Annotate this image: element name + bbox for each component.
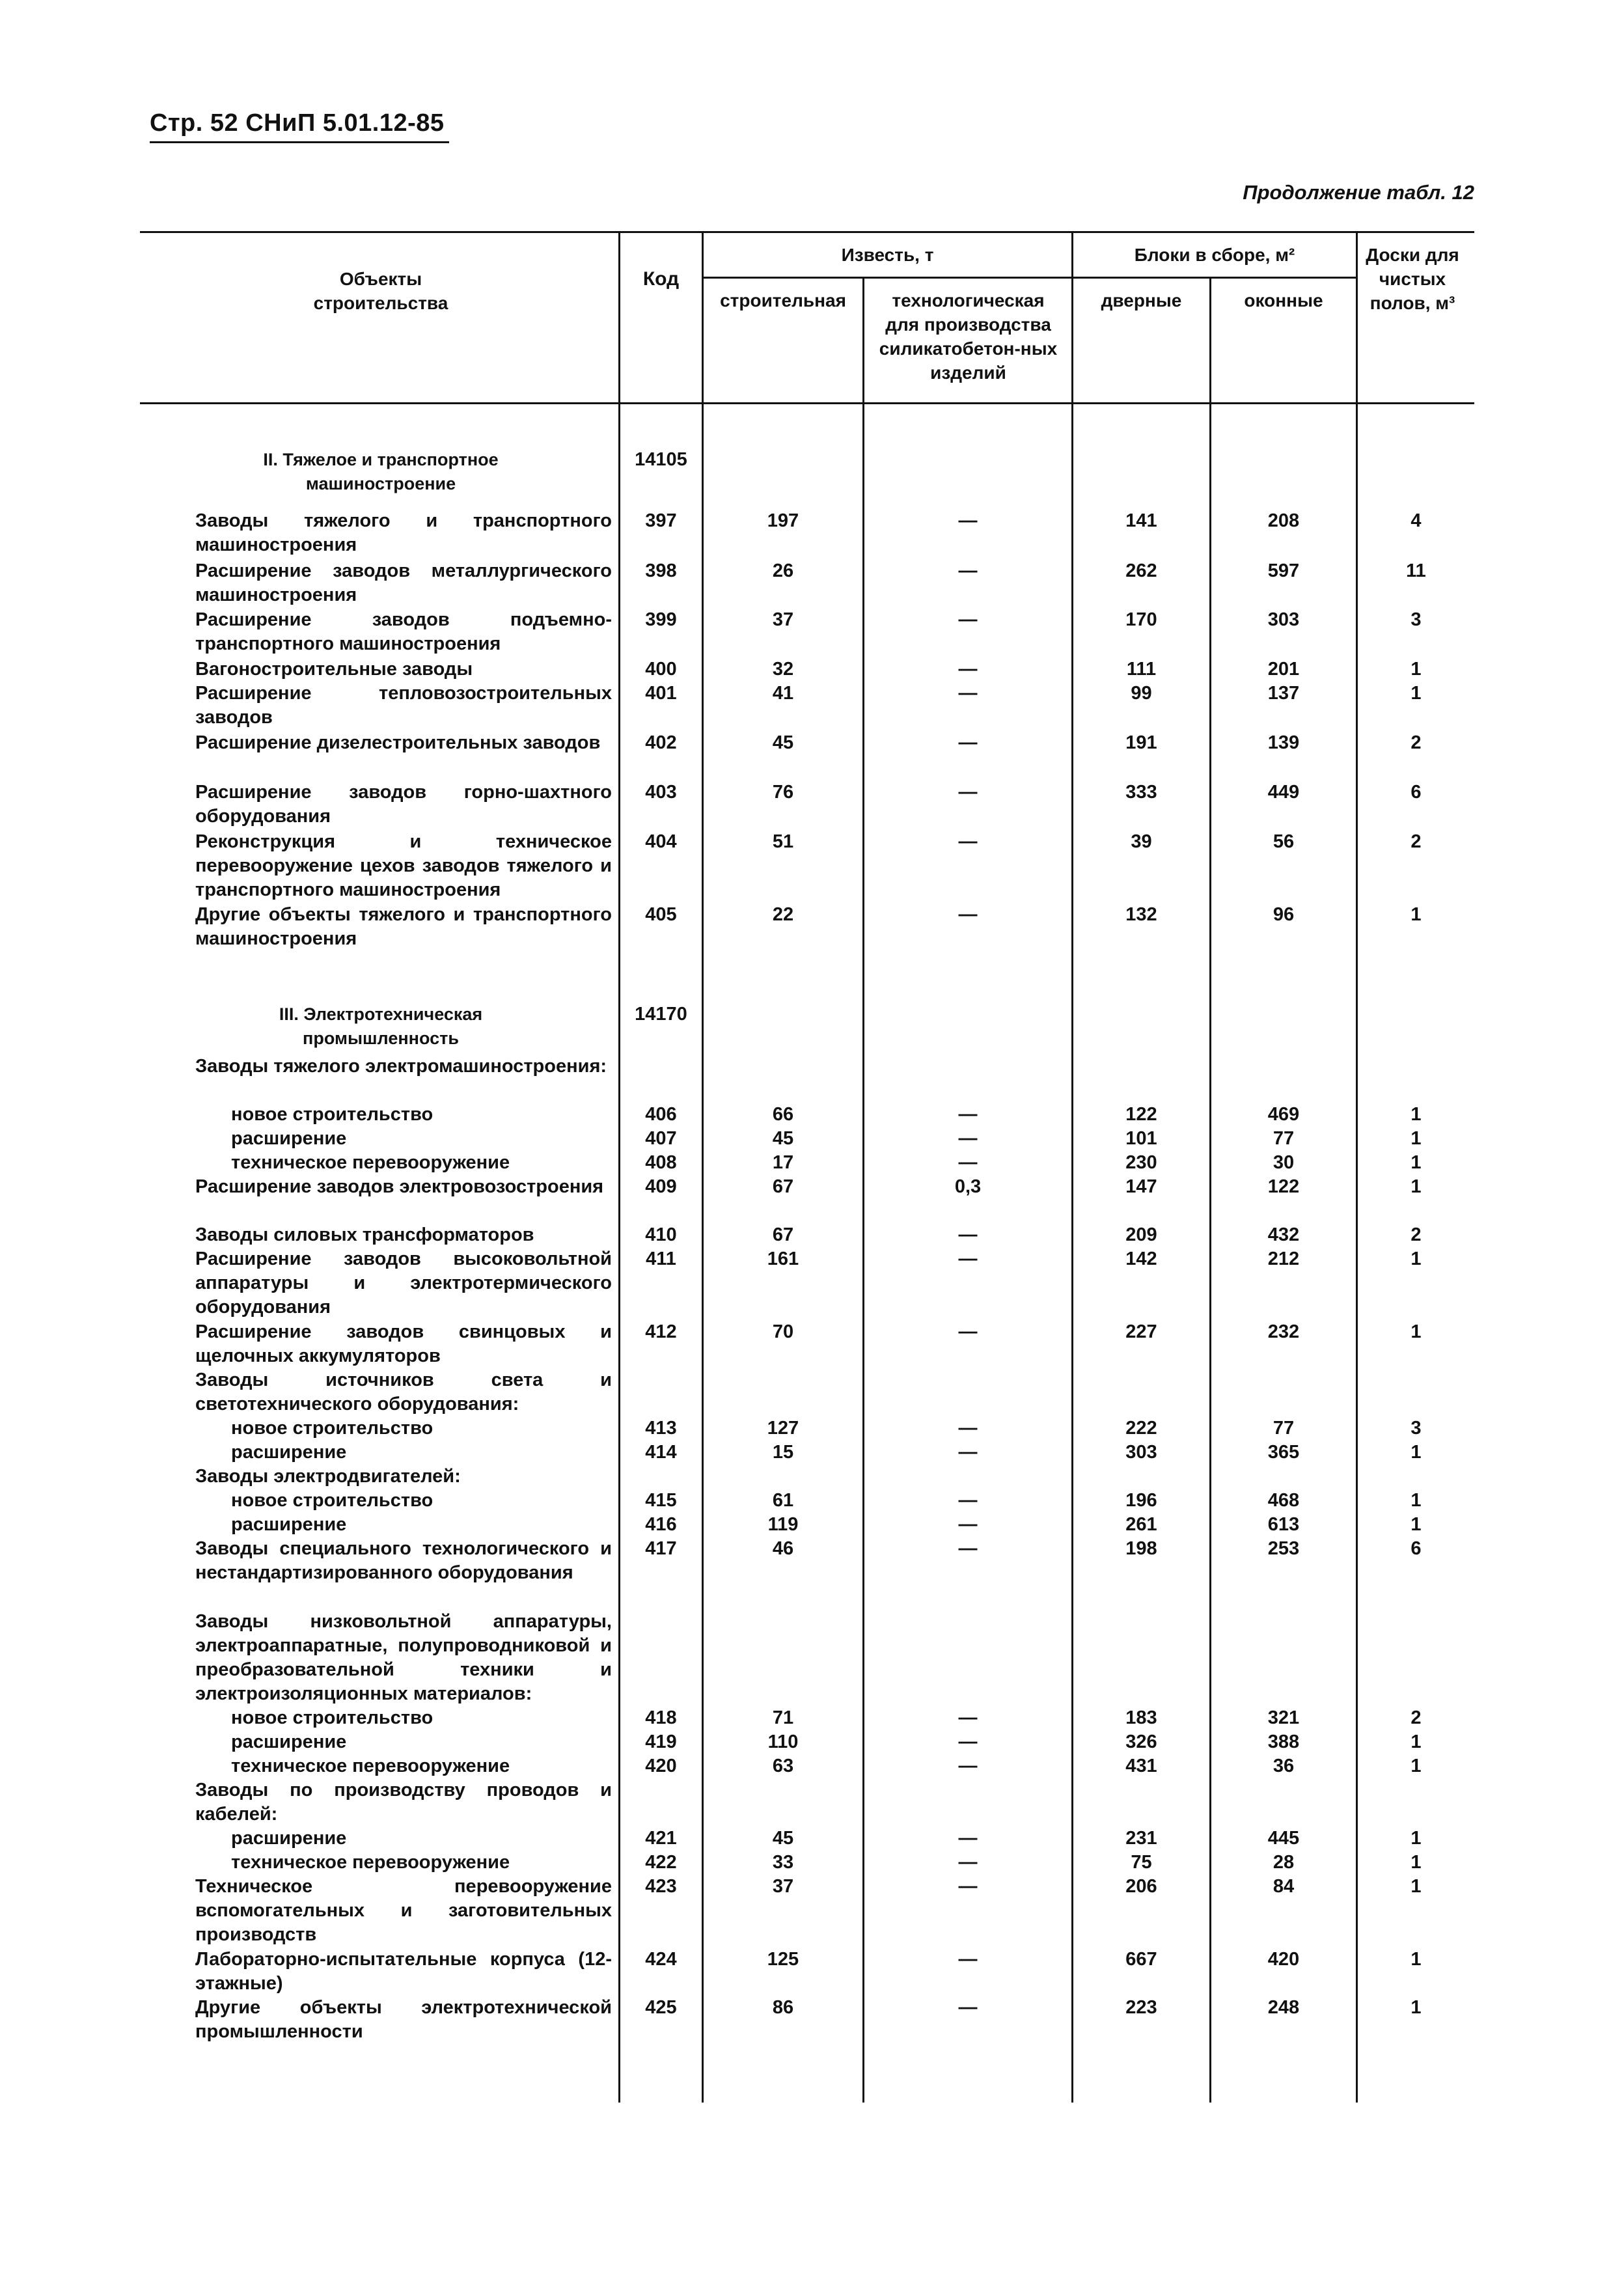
row-object-name: Заводы источников света и светотехнического оборудования: <box>195 1370 612 1414</box>
row-object-name: Заводы силовых трансформаторов <box>195 1224 534 1245</box>
row-object-name: Заводы электродвигателей: <box>195 1466 461 1487</box>
row-object-name: расширение <box>231 1828 347 1849</box>
cell-code: 417 <box>645 1538 677 1559</box>
cell-lime-c: 63 <box>772 1756 794 1776</box>
cell-boards: 1 <box>1411 1756 1422 1776</box>
row-object-name: расширение <box>231 1128 347 1149</box>
cell-lime-t: — <box>958 1997 978 2018</box>
row-object-name: Заводы тяжелого электромашиностроения: <box>195 1056 607 1077</box>
cell-lime-t: 0,3 <box>954 1176 982 1197</box>
cell-window: 468 <box>1267 1490 1300 1511</box>
cell-boards: 1 <box>1411 1949 1422 1970</box>
cell-door: 326 <box>1125 1731 1157 1752</box>
cell-door: 39 <box>1131 831 1152 852</box>
cell-window: 365 <box>1267 1442 1300 1463</box>
cell-lime-t: — <box>958 732 978 753</box>
materials-table <box>140 231 1474 2103</box>
cell-door: 183 <box>1125 1707 1157 1728</box>
header-blocks-door: дверные <box>1101 290 1182 310</box>
row-object-name: Расширение заводов горно-шахтного оборудования <box>195 782 612 827</box>
header-blocks-group: Блоки в сборе, м² <box>1134 245 1295 265</box>
cell-lime-c: 17 <box>772 1152 794 1173</box>
cell-lime-t: — <box>958 510 978 531</box>
cell-lime-t: — <box>958 1224 978 1245</box>
cell-window: 212 <box>1267 1248 1300 1269</box>
section-heading: III. Электротехническая промышленность <box>279 1004 483 1048</box>
cell-boards: 6 <box>1411 1538 1422 1559</box>
cell-window: 303 <box>1267 609 1300 630</box>
cell-lime-t: — <box>958 560 978 581</box>
cell-code: 411 <box>646 1248 676 1269</box>
header-objects: Объекты строительства <box>313 269 448 313</box>
cell-code: 405 <box>645 904 677 925</box>
cell-code: 400 <box>645 659 677 680</box>
cell-door: 147 <box>1125 1176 1157 1197</box>
row-object-name: Расширение заводов подъемно-транспортного машиностроения <box>195 609 612 654</box>
cell-lime-c: 15 <box>772 1442 794 1463</box>
row-object-name: расширение <box>231 1731 347 1752</box>
cell-window: 208 <box>1267 510 1300 531</box>
cell-boards: 1 <box>1411 1321 1422 1342</box>
cell-lime-c: 67 <box>772 1176 794 1197</box>
row-object-name: новое строительство <box>231 1707 434 1728</box>
cell-boards: 1 <box>1411 1514 1422 1535</box>
section-heading: II. Тяжелое и транспортное машиностроение <box>263 450 499 493</box>
cell-code: 403 <box>645 782 677 803</box>
cell-door: 431 <box>1125 1756 1157 1776</box>
cell-lime-c: 37 <box>772 1876 794 1897</box>
cell-lime-c: 45 <box>772 732 794 753</box>
cell-lime-c: 127 <box>767 1418 799 1439</box>
cell-code: 402 <box>645 732 677 753</box>
cell-code: 408 <box>645 1152 677 1173</box>
cell-boards: 1 <box>1411 1104 1422 1125</box>
cell-lime-t: — <box>958 1442 978 1463</box>
cell-lime-c: 32 <box>772 659 794 680</box>
cell-door: 303 <box>1125 1442 1157 1463</box>
cell-boards: 1 <box>1411 1176 1422 1197</box>
cell-door: 170 <box>1125 609 1157 630</box>
cell-door: 227 <box>1125 1321 1157 1342</box>
cell-code: 414 <box>645 1442 677 1463</box>
page-header: Стр. 52 СНиП 5.01.12-85 <box>150 109 449 143</box>
cell-lime-c: 51 <box>772 831 794 852</box>
cell-door: 101 <box>1125 1128 1157 1149</box>
cell-door: 231 <box>1125 1828 1157 1849</box>
row-object-name: Другие объекты электротехнической промышленности <box>195 1997 612 2042</box>
cell-boards: 2 <box>1411 732 1422 753</box>
cell-code: 409 <box>645 1176 677 1197</box>
row-object-name: техническое перевооружение <box>231 1756 510 1776</box>
cell-window: 77 <box>1273 1418 1295 1439</box>
cell-lime-c: 61 <box>772 1490 794 1511</box>
row-object-name: техническое перевооружение <box>231 1852 510 1873</box>
cell-window: 420 <box>1267 1949 1300 1970</box>
cell-boards: 1 <box>1411 1248 1422 1269</box>
cell-window: 139 <box>1267 732 1300 753</box>
cell-lime-t: — <box>958 1104 978 1125</box>
cell-lime-t: — <box>958 1514 978 1535</box>
cell-lime-t: — <box>958 782 978 803</box>
cell-door: 191 <box>1125 732 1157 753</box>
cell-door: 198 <box>1125 1538 1157 1559</box>
cell-lime-t: — <box>958 1248 978 1269</box>
row-object-name: Расширение заводов электровозостроения <box>195 1176 604 1197</box>
cell-window: 122 <box>1267 1176 1300 1197</box>
cell-window: 321 <box>1267 1707 1300 1728</box>
cell-code: 399 <box>645 609 677 630</box>
row-object-name: новое строительство <box>231 1418 434 1439</box>
cell-window: 432 <box>1267 1224 1300 1245</box>
cell-window: 232 <box>1267 1321 1300 1342</box>
cell-boards: 2 <box>1411 1707 1422 1728</box>
cell-code: 420 <box>645 1756 677 1776</box>
header-boards: Доски для чистых полов, м³ <box>1366 245 1459 313</box>
row-object-name: Расширение тепловозостроительных заводов <box>195 683 612 728</box>
cell-lime-t: — <box>958 659 978 680</box>
row-object-name: расширение <box>231 1514 347 1535</box>
cell-window: 96 <box>1273 904 1295 925</box>
cell-window: 248 <box>1267 1997 1300 2018</box>
cell-window: 28 <box>1273 1852 1295 1873</box>
row-object-name: новое строительство <box>231 1490 434 1511</box>
cell-window: 56 <box>1273 831 1295 852</box>
cell-lime-c: 66 <box>772 1104 794 1125</box>
cell-door: 142 <box>1125 1248 1157 1269</box>
cell-door: 262 <box>1125 560 1157 581</box>
cell-window: 137 <box>1267 683 1300 704</box>
cell-lime-t: — <box>958 1852 978 1873</box>
cell-door: 122 <box>1125 1104 1157 1125</box>
cell-window: 36 <box>1273 1756 1295 1776</box>
cell-lime-t: — <box>958 1490 978 1511</box>
cell-door: 222 <box>1125 1418 1157 1439</box>
cell-window: 613 <box>1267 1514 1300 1535</box>
row-object-name: Вагоностроительные заводы <box>195 659 473 680</box>
cell-lime-c: 86 <box>772 1997 794 2018</box>
row-object-name: расширение <box>231 1442 347 1463</box>
cell-code: 412 <box>645 1321 677 1342</box>
cell-code: 416 <box>645 1514 677 1535</box>
cell-lime-c: 45 <box>772 1128 794 1149</box>
cell-lime-t: — <box>958 1756 978 1776</box>
cell-code: 404 <box>645 831 677 852</box>
cell-window: 201 <box>1267 659 1300 680</box>
header-bottom-rule <box>140 402 1474 404</box>
cell-code: 401 <box>645 683 677 704</box>
cell-code: 424 <box>645 1949 677 1970</box>
row-object-name: Расширение заводов свинцовых и щелочных аккумуляторов <box>195 1321 612 1366</box>
row-object-name: новое строительство <box>231 1104 434 1125</box>
cell-lime-c: 45 <box>772 1828 794 1849</box>
cell-lime-t: — <box>958 1731 978 1752</box>
cell-code: 413 <box>645 1418 677 1439</box>
cell-code: 421 <box>645 1828 677 1849</box>
cell-code: 397 <box>645 510 677 531</box>
cell-boards: 1 <box>1411 1997 1422 2018</box>
lime-group-rule <box>702 277 1071 279</box>
cell-lime-c: 33 <box>772 1852 794 1873</box>
cell-door: 75 <box>1131 1852 1152 1873</box>
header-blocks-window: оконные <box>1244 290 1323 310</box>
cell-lime-t: — <box>958 1828 978 1849</box>
cell-code: 423 <box>645 1876 677 1897</box>
cell-lime-c: 41 <box>772 683 794 704</box>
row-object-name: Реконструкция и техническое перевооружение цехов заводов тяжелого и транспортного машиностроения <box>195 831 612 900</box>
cell-door: 223 <box>1125 1997 1157 2018</box>
row-object-name: техническое перевооружение <box>231 1152 510 1173</box>
cell-window: 77 <box>1273 1128 1295 1149</box>
row-object-name: Расширение заводов металлургического машиностроения <box>195 560 612 605</box>
cell-code: 14105 <box>635 449 687 470</box>
cell-door: 333 <box>1125 782 1157 803</box>
cell-code: 422 <box>645 1852 677 1873</box>
cell-lime-c: 119 <box>767 1514 799 1535</box>
cell-window: 597 <box>1267 560 1300 581</box>
cell-door: 206 <box>1125 1876 1157 1897</box>
cell-window: 449 <box>1267 782 1300 803</box>
cell-code: 406 <box>645 1104 677 1125</box>
cell-lime-t: — <box>958 1152 978 1173</box>
cell-lime-t: — <box>958 1949 978 1970</box>
cell-boards: 3 <box>1411 1418 1422 1439</box>
cell-lime-t: — <box>958 1538 978 1559</box>
cell-door: 196 <box>1125 1490 1157 1511</box>
cell-lime-t: — <box>958 1128 978 1149</box>
cell-door: 261 <box>1125 1514 1157 1535</box>
cell-boards: 2 <box>1411 1224 1422 1245</box>
cell-boards: 1 <box>1411 1442 1422 1463</box>
cell-code: 398 <box>645 560 677 581</box>
cell-lime-t: — <box>958 1418 978 1439</box>
cell-code: 418 <box>645 1707 677 1728</box>
row-object-name: Техническое перевооружение вспомогательных и заготовительных производств <box>195 1876 612 1945</box>
cell-door: 111 <box>1126 659 1157 680</box>
cell-lime-t: — <box>958 1321 978 1342</box>
row-object-name: Расширение заводов высоковольтной аппаратуры и электротермического оборудования <box>195 1248 612 1317</box>
cell-lime-t: — <box>958 1707 978 1728</box>
table-continuation-label: Продолжение табл. 12 <box>1243 181 1474 204</box>
cell-door: 230 <box>1125 1152 1157 1173</box>
cell-lime-c: 26 <box>772 560 794 581</box>
cell-boards: 1 <box>1411 1152 1422 1173</box>
cell-lime-t: — <box>958 904 978 925</box>
cell-boards: 1 <box>1411 1128 1422 1149</box>
header-code: Код <box>642 268 680 290</box>
cell-lime-c: 76 <box>772 782 794 803</box>
cell-window: 469 <box>1267 1104 1300 1125</box>
cell-window: 445 <box>1267 1828 1300 1849</box>
header-lime-technological: технологическая для производства силикатобетон-ных изделий <box>879 290 1058 383</box>
row-object-name: Расширение дизелестроительных заводов <box>195 732 601 753</box>
cell-door: 667 <box>1125 1949 1157 1970</box>
cell-boards: 1 <box>1411 1490 1422 1511</box>
cell-lime-c: 110 <box>767 1731 799 1752</box>
cell-boards: 2 <box>1411 831 1422 852</box>
cell-boards: 6 <box>1411 782 1422 803</box>
cell-lime-c: 71 <box>772 1707 794 1728</box>
cell-boards: 11 <box>1406 560 1426 581</box>
row-object-name: Заводы по производству проводов и кабелей: <box>195 1780 612 1825</box>
cell-door: 132 <box>1125 904 1157 925</box>
row-object-name: Заводы тяжелого и транспортного машиностроения <box>195 510 612 555</box>
cell-lime-c: 46 <box>772 1538 794 1559</box>
cell-boards: 1 <box>1411 904 1422 925</box>
cell-boards: 3 <box>1411 609 1422 630</box>
cell-lime-t: — <box>958 831 978 852</box>
cell-lime-c: 197 <box>767 510 799 531</box>
cell-boards: 4 <box>1411 510 1422 531</box>
cell-lime-c: 67 <box>772 1224 794 1245</box>
cell-boards: 1 <box>1411 683 1422 704</box>
cell-code: 419 <box>645 1731 677 1752</box>
cell-boards: 1 <box>1411 1852 1422 1873</box>
cell-code: 14170 <box>635 1004 687 1025</box>
cell-door: 141 <box>1125 510 1157 531</box>
cell-code: 415 <box>645 1490 677 1511</box>
cell-lime-t: — <box>958 683 978 704</box>
cell-code: 425 <box>645 1997 677 2018</box>
cell-code: 410 <box>645 1224 677 1245</box>
cell-boards: 1 <box>1411 1731 1422 1752</box>
cell-lime-c: 70 <box>772 1321 794 1342</box>
cell-door: 209 <box>1125 1224 1157 1245</box>
cell-door: 99 <box>1131 683 1152 704</box>
row-object-name: Заводы специального технологического и нестандартизированного оборудования <box>195 1538 612 1583</box>
header-lime-group: Известь, т <box>841 245 934 265</box>
cell-lime-c: 161 <box>767 1248 799 1269</box>
cell-boards: 1 <box>1411 1876 1422 1897</box>
blocks-group-rule <box>1071 277 1356 279</box>
cell-window: 253 <box>1267 1538 1300 1559</box>
cell-lime-c: 125 <box>767 1949 799 1970</box>
cell-window: 388 <box>1267 1731 1300 1752</box>
cell-code: 407 <box>645 1128 677 1149</box>
cell-lime-t: — <box>958 609 978 630</box>
cell-lime-c: 22 <box>772 904 794 925</box>
header-lime-construction: строительная <box>720 290 846 310</box>
cell-lime-t: — <box>958 1876 978 1897</box>
cell-lime-c: 37 <box>772 609 794 630</box>
table-top-rule <box>140 231 1474 233</box>
cell-boards: 1 <box>1411 659 1422 680</box>
row-object-name: Другие объекты тяжелого и транспортного машиностроения <box>195 904 612 949</box>
cell-boards: 1 <box>1411 1828 1422 1849</box>
row-object-name: Заводы низковольтной аппаратуры, электроаппаратные, полупроводниковой и преобразовательной техники и электроизоляционных материалов: <box>195 1611 612 1704</box>
cell-window: 84 <box>1273 1876 1295 1897</box>
row-object-name: Лабораторно-испытательные корпуса (12-этажные) <box>195 1949 612 1994</box>
cell-window: 30 <box>1273 1152 1295 1173</box>
